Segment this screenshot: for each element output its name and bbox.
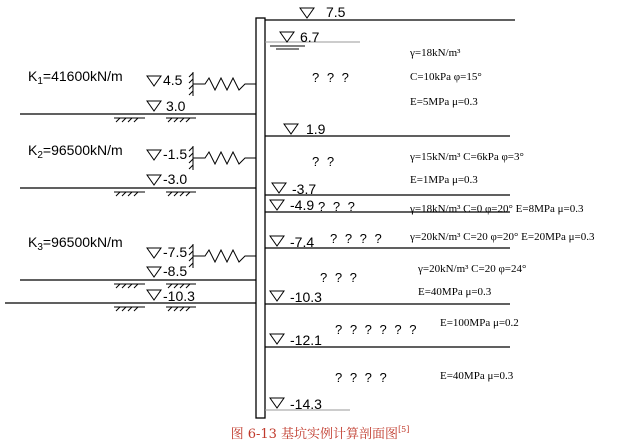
elevation-triangle-icon — [147, 175, 161, 185]
elevation-triangle-icon — [270, 291, 284, 301]
hatch-icon — [166, 192, 196, 196]
spring-support-icon — [189, 244, 256, 268]
layer-name: ? ? ? ? — [335, 370, 389, 385]
retaining-wall — [256, 18, 265, 418]
dig-elevation-marker — [147, 171, 187, 187]
elevation-label: -14.3 — [290, 396, 322, 412]
spring-support-icon — [189, 72, 256, 96]
layer-name: ? ? ? ? — [330, 231, 384, 246]
spring-support-icon — [189, 146, 256, 170]
elevation-label: 4.5 — [163, 72, 183, 88]
elevation-triangle-icon — [284, 124, 298, 134]
layer-name: ? ? — [312, 154, 337, 169]
layer-property: γ=20kN/m³ C=20 φ=20° E=20MPa μ=0.3 — [410, 231, 595, 243]
hatch-icon — [166, 118, 196, 122]
elevation-label: 6.7 — [300, 29, 320, 45]
elevation-label: -3.0 — [163, 171, 188, 187]
elevation-label: -10.3 — [163, 288, 195, 304]
elevation-label: 7.5 — [326, 4, 346, 20]
elevation-triangle-icon — [280, 32, 294, 42]
elevation-label: -8.5 — [163, 263, 188, 279]
hatch-icon — [166, 307, 196, 311]
layer-property: E=1MPa μ=0.3 — [410, 174, 478, 186]
elevation-triangle-icon — [147, 101, 161, 111]
elevation-triangle-icon — [147, 290, 161, 300]
elevation-label: -10.3 — [290, 289, 322, 305]
spring-stiffness-label: $K_3=96500kN/m$ — [28, 234, 123, 253]
elevation-triangle-icon — [270, 398, 284, 408]
dig-elevation-marker — [147, 288, 195, 304]
elevation-label: 3.0 — [166, 98, 186, 114]
dig-elevation-marker — [147, 98, 186, 114]
anchor-elevation-marker — [147, 244, 187, 260]
layer-property: C=10kPa φ=15° — [410, 71, 482, 83]
hatch-icon — [114, 284, 145, 288]
elevation-triangle-icon — [147, 76, 161, 86]
elevation-label: -7.5 — [163, 244, 188, 260]
hatch-icon — [114, 307, 145, 311]
dig-elevation-marker — [147, 263, 187, 279]
elevation-triangle-icon — [147, 267, 161, 277]
spring-stiffness-label: $K_1=41600kN/m$ — [28, 68, 123, 87]
elevation-label: -3.7 — [292, 181, 317, 197]
anchor-elevation-marker — [147, 72, 183, 88]
layer-property: E=5MPa μ=0.3 — [410, 96, 478, 108]
elevation-label: -1.5 — [163, 146, 188, 162]
elevation-label: -4.9 — [290, 197, 315, 213]
layer-name: ? ? ? — [320, 270, 359, 285]
right-elevation-marker — [270, 289, 322, 305]
layer-property: E=40MPa μ=0.3 — [418, 286, 492, 298]
layer-property: γ=15kN/m³ C=6kPa φ=3° — [410, 151, 524, 163]
anchor-elevation-marker — [147, 146, 187, 162]
layer-property: γ=20kN/m³ C=20 φ=24° — [418, 263, 527, 275]
right-elevation-marker — [284, 121, 326, 137]
layer-name: ? ? ? — [312, 70, 351, 85]
elevation-triangle-icon — [147, 150, 161, 160]
elevation-triangle-icon — [270, 334, 284, 344]
figure-caption: 图 6-13 基坑实例计算剖面图[5] — [230, 425, 410, 442]
elevation-triangle-icon — [147, 248, 161, 258]
elevation-triangle-icon — [270, 236, 284, 246]
layer-name: ? ? ? ? ? ? — [335, 322, 419, 337]
layer-property: γ=18kN/m³ — [410, 47, 461, 59]
elevation-triangle-icon — [300, 8, 314, 18]
hatch-icon — [114, 192, 145, 196]
layer-name: ? ? ? — [318, 199, 357, 214]
elevation-triangle-icon — [270, 200, 284, 210]
elevation-label: -12.1 — [290, 332, 322, 348]
elevation-triangle-icon — [272, 183, 286, 193]
right-elevation-marker — [300, 4, 346, 20]
right-elevation-marker — [270, 197, 314, 213]
layer-property: E=100MPa μ=0.2 — [440, 317, 519, 329]
layer-property: E=40MPa μ=0.3 — [440, 370, 514, 382]
right-elevation-marker — [270, 332, 322, 348]
hatch-icon — [114, 118, 145, 122]
spring-stiffness-label: $K_2=96500kN/m$ — [28, 142, 123, 161]
elevation-label: 1.9 — [306, 121, 326, 137]
layer-property: γ=18kN/m³ C=0 φ=20° E=8MPa μ=0.3 — [410, 203, 584, 215]
right-elevation-marker — [280, 29, 320, 45]
elevation-label: -7.4 — [290, 234, 315, 250]
